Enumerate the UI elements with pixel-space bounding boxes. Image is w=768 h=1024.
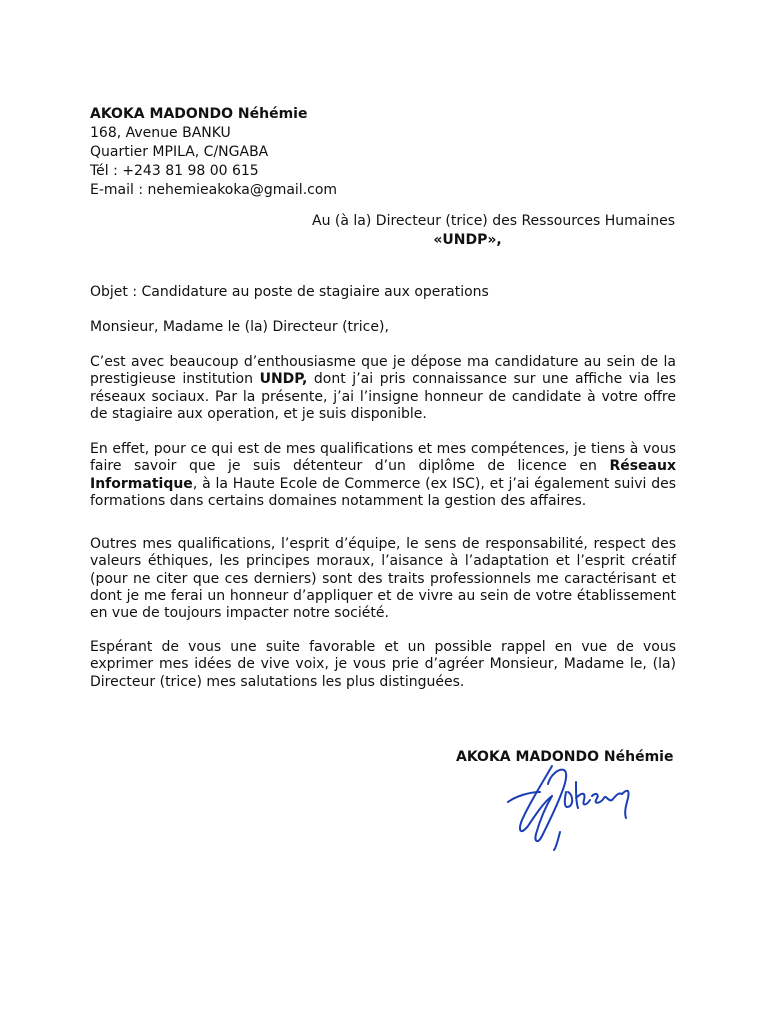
body-paragraph-2 <box>90 441 676 510</box>
sender-address-line-1: 168, Avenue BANKU <box>90 125 231 141</box>
letter-salutation: Monsieur, Madame le (la) Directeur (trice), <box>90 319 389 335</box>
sender-name: AKOKA MADONDO Néhémie <box>90 106 308 122</box>
body-paragraph-4: Espérant de vous une suite favorable et un possible rappel en vue de vous exprimer mes idées de vive voix, je vous prie d’agréer Monsieur, Madame le, (la) Directeur (trice) mes salutations les plus distinguées. <box>90 639 676 690</box>
paragraph-2-text-a: En effet, pour ce qui est de mes qualifications et mes compétences, je tiens à vous faire savoir que je suis détenteur d’un diplôme de licence en <box>90 441 676 475</box>
handwritten-signature <box>500 762 640 852</box>
recipient-block <box>200 212 675 250</box>
paragraph-1-text-c: dont j’ai pris connaissance sur une affiche via les réseaux sociaux. Par la présente, j’ai l’insigne honneur de candidate à votre offre de stagiaire aux operation, et je suis disponible. <box>90 371 676 422</box>
paragraph-1-emphasis: UNDP, <box>259 371 308 388</box>
paragraph-2-text-c: , à la Haute Ecole de Commerce (ex ISC), et j’ai également suivi des formations dans certains domaines notamment la gestion des affaires. <box>90 475 676 509</box>
recipient-organization: «UNDP», <box>433 232 502 248</box>
signer-name: AKOKA MADONDO Néhémie <box>456 749 674 765</box>
recipient-title: Au (à la) Directeur (trice) des Ressources Humaines <box>312 213 675 229</box>
sender-address-line-2: Quartier MPILA, C/NGABA <box>90 144 269 160</box>
letter-subject: Objet : Candidature au poste de stagiaire aux operations <box>90 284 489 300</box>
paragraph-2-emphasis: Réseaux Informatique <box>90 458 676 492</box>
sender-block <box>90 105 337 200</box>
sender-email: E-mail : nehemieakoka@gmail.com <box>90 182 338 198</box>
sender-phone: Tél : +243 81 98 00 615 <box>90 163 259 179</box>
body-paragraph-1 <box>90 354 676 423</box>
body-paragraph-3: Outres mes qualifications, l’esprit d’équipe, le sens de responsabilité, respect des valeurs éthiques, les principes moraux, l’aisance à l’adaptation et l’esprit créatif (pour ne citer que ces derniers) sont des traits professionnels me caractérisant et dont je me ferai un honneur d’appliquer et de vivre au sein de votre établissement en vue de toujours impacter notre société. <box>90 536 676 622</box>
paragraph-1-text-a: C’est avec beaucoup d’enthousiasme que je dépose ma candidature au sein de la prestigieuse institution <box>90 354 676 388</box>
